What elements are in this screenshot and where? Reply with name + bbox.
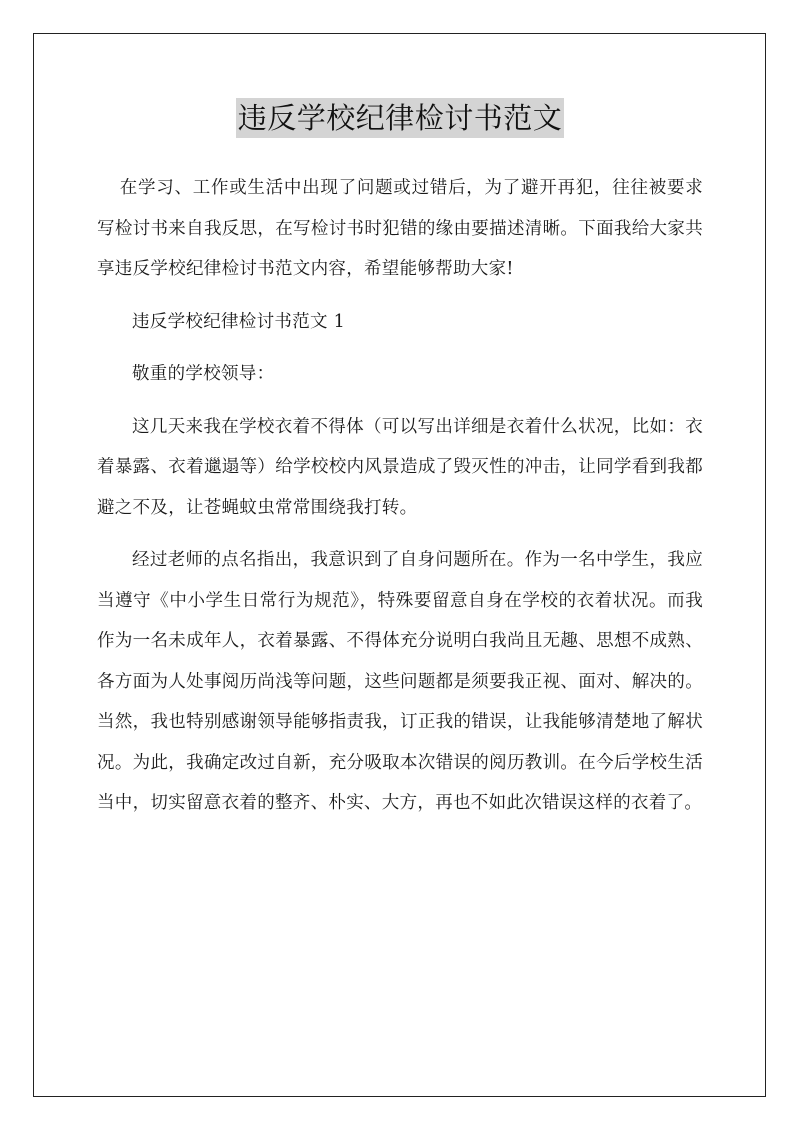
- title-container: [0, 98, 800, 138]
- intro-paragraph: 在学习、工作或生活中出现了问题或过错后，为了避开再犯，往往被要求写检讨书来自我反思，在写检讨书时犯错的缘由要描述清晰。下面我给大家共享违反学校纪律检讨书范文内容，希望能够帮助大家!: [97, 178, 703, 279]
- document-title: 违反学校纪律检讨书范文: [236, 98, 565, 138]
- body-paragraph: 这几天来我在学校衣着不得体（可以写出详细是衣着什么状况，比如：衣着暴露、衣着邋遢等）给学校校内风景造成了毁灭性的冲击，让同学看到我都避之不及，让苍蝇蚊虫常常围绕我打转。: [97, 416, 703, 518]
- salutation: 敬重的学校领导：: [132, 364, 275, 384]
- body-paragraph: 经过老师的点名指出，我意识到了自身问题所在。作为一名中学生，我应当遵守《中小学生日常行为规范》，特殊要留意自身在学校的衣着状况。而我作为一名未成年人，衣着暴露、不得体充分说明白我尚且无趣、思想不成熟、各方面为人处事阅历尚浅等问题，这些问题都是须要我正视、面对、解决的。 当然，我也特别感谢领导能够指责我，订正我的错误，让我能够清楚地了解状况。为此，我确定改过自新，充分吸取本次错误的阅历教训。在今后学校生活当中，切实留意衣着的整齐、朴实、大方，再也不如此次错误这样的衣着了。: [97, 550, 703, 813]
- document-body: [97, 168, 703, 824]
- section-heading: 违反学校纪律检讨书范文 1: [132, 311, 346, 332]
